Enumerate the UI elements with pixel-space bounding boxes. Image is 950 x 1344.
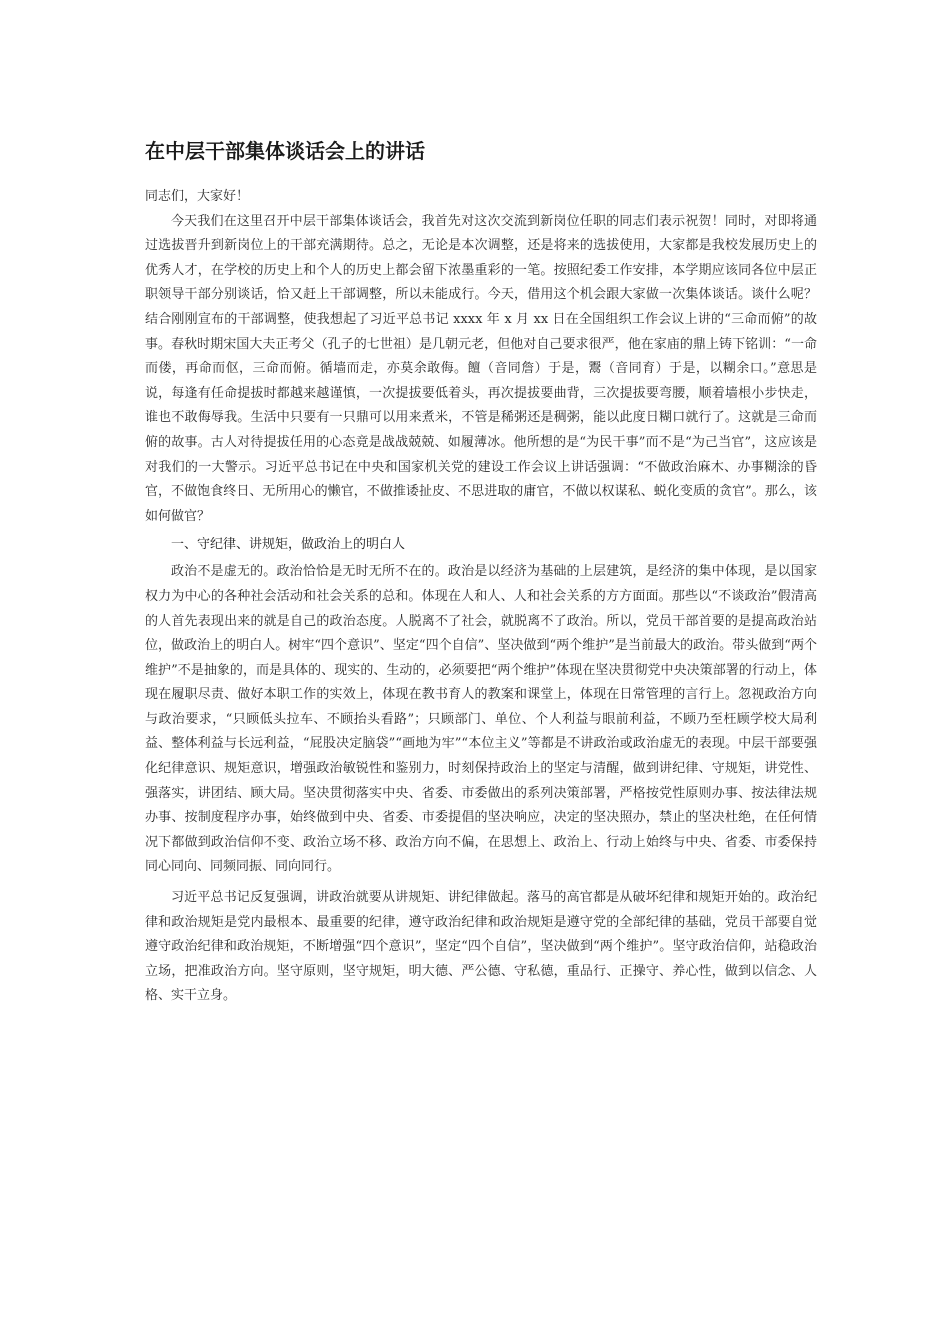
document-title: 在中层干部集体谈话会上的讲话	[145, 139, 425, 163]
section-heading-1: 一、守纪律、讲规矩，做政治上的明白人	[171, 537, 406, 553]
paragraph-opening: 今天我们在这里召开中层干部集体谈话会，我首先对这次交流到新岗位任职的同志们表示祝贺！同时，对即将通过选拔晋升到新岗位上的干部充满期待。总之，无论是本次调整，还是将来的选拔使用，大家都是我校发展历史上的优秀人才，在学校的历史上和个人的历史上都会留下浓墨重彩的一笔。按照纪委工作安排，本学期应该同各位中层正职领导干部分别谈话，恰又赶上干部调整，所以未能成行。今天，借用这个机会跟大家做一次集体谈话。谈什么呢？结合刚刚宣布的干部调整，使我想起了习近平总书记 xxxx 年 x 月 xx 日在全国组织工作会议上讲的“三命而俯”的故事。春秋时期宋国大夫正考父（孔子的七世祖）是几朝元老，但他对自己要求很严，他在家庙的鼎上铸下铭训：“一命而偻，再命而伛，三命而俯。循墙而走，亦莫余敢侮。饘（音同詹）于是，鬻（音同育）于是，以糊余口。”意思是说，每逢有任命提拔时都越来越谨慎，一次提拔要低着头，再次提拔要曲背，三次提拔要弯腰，顺着墙根小步快走，谁也不敢侮辱我。生活中只要有一只鼎可以用来煮米，不管是稀粥还是稠粥，能以此度日糊口就行了。这就是三命而俯的故事。古人对待提拔任用的心态竟是战战兢兢、如履薄冰。他所想的是“为民干事”而不是“为己当官”，这应该是对我们的一大警示。习近平总书记在中央和国家机关党的建设工作会议上讲话强调：“不做政治麻木、办事糊涂的昏官，不做饱食终日、无所用心的懒官，不做推诿扯皮、不思进取的庸官，不做以权谋私、蜕化变质的贪官”。那么，该如何做官？	[145, 213, 817, 524]
paragraph-section-1: 政治不是虚无的。政治恰恰是无时无所不在的。政治是以经济为基础的上层建筑，是经济的集中体现，是以国家权力为中心的各种社会活动和社会关系的总和。体现在人和人、人和社会关系的方方面面。那些以“不谈政治”假清高的人首先表现出来的就是自己的政治态度。人脱离不了社会，就脱离不了政治。所以，党员干部首要的是提高政治站位，做政治上的明白人。树牢“四个意识”、坚定“四个自信”、坚决做到“两个维护”是当前最大的政治。带头做到“两个维护”不是抽象的，而是具体的、现实的、生动的，必须要把“两个维护”体现在坚决贯彻党中央决策部署的行动上，体现在履职尽责、做好本职工作的实效上，体现在教书育人的教案和课堂上，体现在日常管理的言行上。忽视政治方向与政治要求，“只顾低头拉车、不顾抬头看路”；只顾部门、单位、个人利益与眼前利益，不顾乃至枉顾学校大局利益、整体利益与长远利益，“屁股决定脑袋”“画地为牢”“本位主义”等都是不讲政治或政治虚无的表现。中层干部要强化纪律意识、规矩意识，增强政治敏锐性和鉴别力，时刻保持政治上的坚定与清醒，做到讲纪律、守规矩，讲党性、强落实，讲团结、顾大局。坚决贯彻落实中央、省委、市委做出的系列决策部署，严格按党性原则办事、按法律法规办事、按制度程序办事，始终做到中央、省委、市委提倡的坚决响应，决定的坚决照办，禁止的坚决杜绝，在任何情况下都做到政治信仰不变、政治立场不移、政治方向不偏，在思想上、政治上、行动上始终与中央、省委、市委保持同心同向、同频同振、同向同行。	[145, 564, 817, 875]
document-body	[145, 185, 817, 1009]
paragraph-section-1b: 习近平总书记反复强调，讲政治就要从讲规矩、讲纪律做起。落马的高官都是从破坏纪律和规矩开始的。政治纪律和政治规矩是党内最根本、最重要的纪律，遵守政治纪律和政治规矩是遵守党的全部纪律的基础，党员干部要自觉遵守政治纪律和政治规矩，不断增强“四个意识”，坚定“四个自信”，坚决做到“两个维护”。坚守政治信仰，站稳政治立场，把准政治方向。坚守原则，坚守规矩，明大德、严公德、守私德，重品行、正操守、养心性，做到以信念、人格、实干立身。	[145, 890, 817, 1004]
greeting: 同志们，大家好！	[145, 189, 250, 204]
